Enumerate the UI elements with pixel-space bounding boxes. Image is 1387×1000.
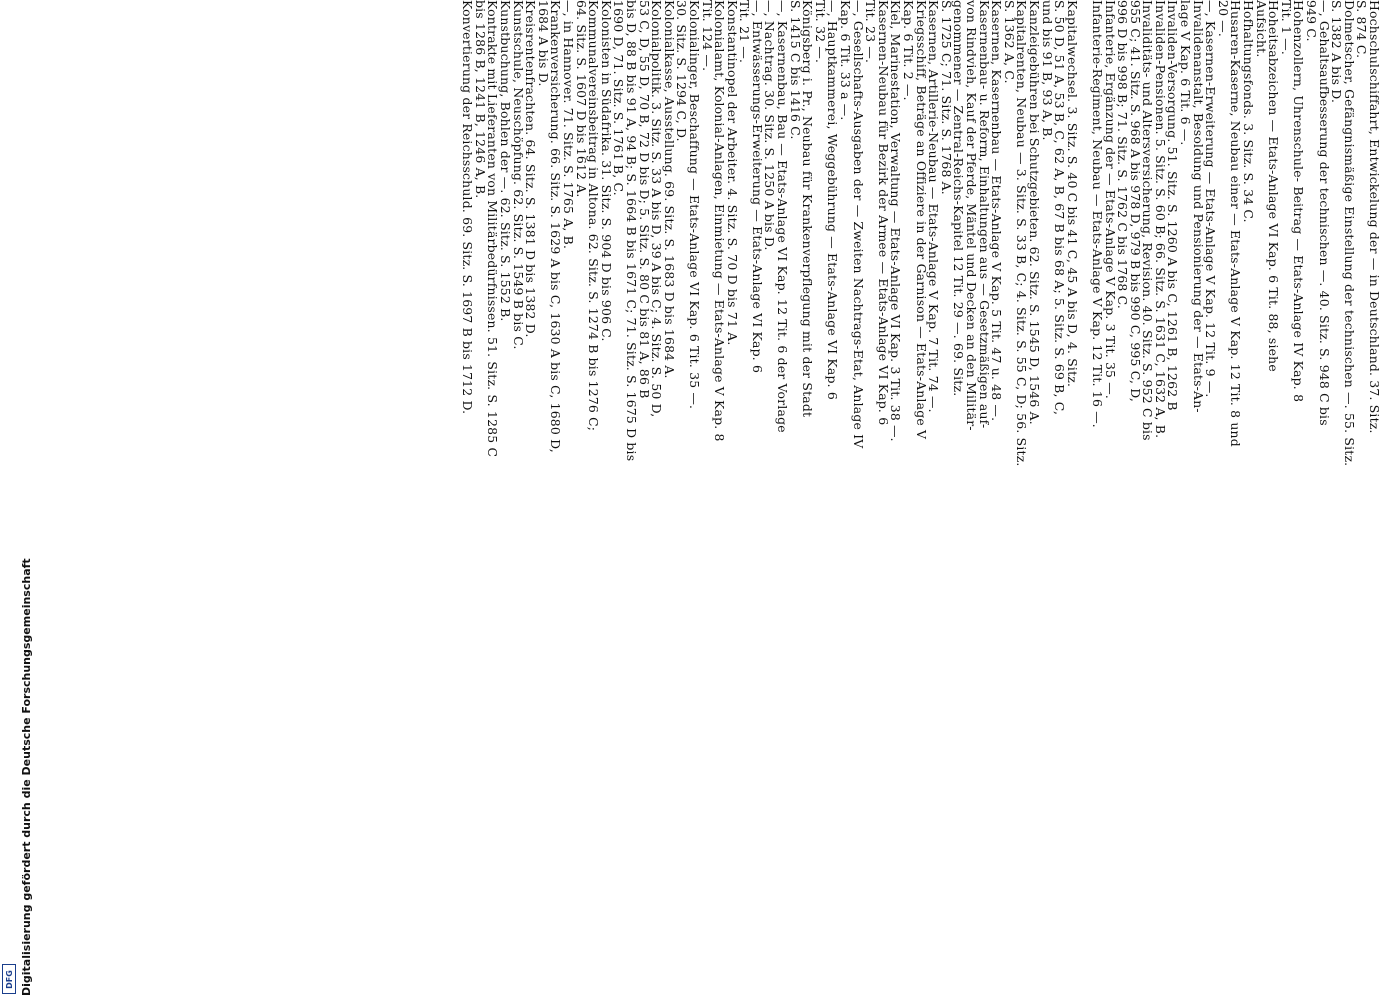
index-entry-line: Kap. 6 Tit. 33 a —. [838, 0, 854, 121]
index-entry-line: S. 1415 C bis 1416 C. [787, 0, 803, 140]
index-entry-line: Kolonialinger, Beschaffung — Etats-Anlage VI Kap. 6 Tit. 35 —. [686, 0, 702, 410]
index-entry-line: Konvertierung der Reichsschuld. 69. Sitz. S. 1697 B bis 1712 D. [460, 0, 476, 415]
index-entry-line: Tit. 23 —. [863, 0, 879, 64]
index-entry-line: —, Hauptkammerei, Weggebührung — Etats-Anlage VI Kap. 6 [825, 0, 841, 400]
index-entry-line: Kontrakte mit Lieferanten von Militärbedürfnissen. 51. Sitz. S. 1285 C [485, 0, 501, 458]
index-entry-line: S. 874 C. [1354, 0, 1370, 59]
index-entry-line: Kolonialpolitik. 3. Sitz. S. 33 A bis D, 39 A bis C; 4. Sitz. S. 50 D, [649, 0, 665, 418]
dfg-logo [2, 964, 16, 994]
index-entry-line: 1690 D, 71. Sitz. S. 1761 B, C. [611, 0, 627, 196]
index-entry-line: Dolmetscher, Gefängnismäßige Einstellung der technischen —. 55. Sitz. [1341, 0, 1357, 467]
index-entry-line: S. 50 D, 51 A, 53 B, C, 62 A, B, 67 B bis 68 A; 5. Sitz. S. 69 B, C, [1052, 0, 1068, 416]
index-column [461, 0, 1380, 467]
index-entry-line: Tit. 124 —. [699, 0, 715, 72]
index-entry-line: Kasernen-Neubau für Bezirk der Armee — Etats-Anlage VI Kap. 6 [875, 0, 891, 426]
index-entry-line: Kunstschule, Neuschöpfung. 62. Sitz. S. 1549 B bis C. [510, 0, 526, 350]
index-entry-line: Kasernen, Artillerie-Neubau — Etats-Anlage V Kap. 7 Tit. 74 —. [926, 0, 942, 413]
index-entry-line: Königsberg i. Pr., Neubau für Krankenverpflegung mit der Stadt [800, 0, 816, 418]
index-entry-line: Invaliden-Versorgung. 51. Sitz. S. 1260 A bis C, 1261 B, 1262 B [1165, 0, 1181, 411]
index-entry-line: 1684 A bis D. [535, 0, 551, 87]
index-entry-line: Kasernen, Kasernenbau — Etats-Anlage V Kap. 5 Tit. 47 u. 48 —. [989, 0, 1005, 422]
footer-text: Digitalisierung gefördert durch die Deutsche Forschungsgemeinschaft [20, 558, 33, 996]
index-entry-line: bis 1286 B, 1241 B, 1246 A, B. [472, 0, 488, 199]
index-entry-line: Aufsicht. [1253, 0, 1269, 58]
index-entry-line: Kap. 6 Tit. 2 —. [901, 0, 917, 101]
index-entry-line: 955 C; 41. Sitz. S. 968 A bis 978 D, 979 B bis 990 C, 995 C, D, [1127, 0, 1143, 403]
index-entry-line: Hoheitsabzeichen — Etats-Anlage VI Kap. 6 Tit. 88, siehe [1266, 0, 1282, 372]
index-entry-line: Kommunalvereinsbeitrag in Altona. 62. Sitz. S. 1274 B bis 1276 C; [586, 0, 602, 432]
index-entry-line: 53 C, D, 55 D, 70 B, 72 D bis D; 5. Sitz. S. 80 C bis 81 A, 86 B [636, 0, 652, 399]
index-entry-line: Kreisrentenfrachten. 64. Sitz. S. 1381 D bis 1382 D. [523, 0, 539, 338]
index-entry-line: lage V Kap. 6 Tit. 6 —. [1178, 0, 1194, 146]
index-entry-line: —, in Hannover. 71. Sitz. S. 1765 A, B. [561, 0, 576, 250]
index-entry-line: Invaliditäts- und Altersversicherung, Revision. 40. Sitz. S. 952 C bis [1140, 0, 1156, 441]
index-entry-line: Infanterie, Ergänzung der — Etats-Anlage V Kap. 3 Tit. 35 —. [1102, 0, 1118, 400]
index-entry-line: —, Nachtrag. 30. Sitz. S. 1250 A bis D. [762, 0, 778, 251]
index-entry-line: Kolonialkasse, Ausstellung. 69. Sitz. S. 1683 D bis 1684 A. [661, 0, 677, 379]
index-entry-line: Hohenzollern, Uhrenschule- Beitrag — Etats-Anlage IV Kap. 8 [1291, 0, 1307, 403]
index-entry-line: —, Kasernen-Erweiterung — Etats-Anlage V Kap. 12 Tit. 9 —. [1203, 0, 1219, 398]
index-entry-line: Infanterie-Regiment, Neubau — Etats-Anlage V Kap. 12 Tit. 16 —. [1089, 0, 1105, 428]
index-entry-line: S. 1362 A, C. [1001, 0, 1017, 84]
index-entry-line: Kunstbuchung, Bohlen der —. 62. Sitz. S. 1552 B. [498, 0, 514, 322]
logo-text: DFG [4, 969, 14, 989]
index-entry-line: 64. Sitz. S. 1607 D bis 1612 A. [573, 0, 589, 198]
index-entry-line: Tit. 21 —. [737, 0, 753, 64]
index-entry-line: Kolonialamt, Kolonial-Anlagen, Einmietung — Etats-Anlage V Kap. 8 [712, 0, 728, 442]
index-entry-line: 20 —. [1215, 0, 1231, 38]
index-entry-line: Hochschulschiffahrt, Entwickelung der — in Deutschland. 37. Sitz. [1367, 0, 1382, 434]
index-entry-line: Konstantinopel der Arbeiter. 4. Sitz. S. 70 D bis 71 A. [724, 0, 740, 346]
index-entry-line: —, Gesellschafts-Ausgaben der — Zweiten Nachtrags-Etat, Anlage IV [850, 0, 866, 449]
index-entry-line: Kolonisten in Südafrika. 31. Sitz. S. 904 D bis 906 C. [598, 0, 614, 342]
index-entry-line: Invalidenanstalt, Besoldung und Pensionierung der — Etats-An- [1190, 0, 1206, 413]
index-entry-line: Krankenversicherung. 66. Sitz. S. 1629 A bis C, 1630 A bis C, 1680 D, [548, 0, 564, 453]
index-entry-line: Hofhaltungsfonds. 3. Sitz. S. 34 C. [1241, 0, 1257, 223]
index-entry-line: und bis 91 B, 93 A, B. [1039, 0, 1055, 141]
index-entry-line: genommener — Zentral-Reichs-Kapitel 12 Tit. 29 —. 69. Sitz. [951, 0, 967, 397]
index-entry-line: Tit. 32 —. [812, 0, 828, 64]
index-entry-line: von Rindvieh, Kauf der Pferde, Mäntel und Decken an den Militär- [964, 0, 979, 431]
index-entry-line: bis D, 88 B bis 91 A, 94 B; S. 1664 B bis 1671 C; 71. Sitz. S. 1675 D bis [623, 0, 639, 462]
index-entry-line: Kiel, Marinestation, Verwaltung — Etats-Anlage VI Kap. 3 Tit. 38 —. [888, 0, 904, 442]
index-entry-line: S. 1725 C; 71. Sitz. S. 1768 A. [938, 0, 954, 195]
index-entry-line: Kapitalwechsel. 3. Sitz. S. 40 C bis 41 C, 45 A bis D, 4. Sitz. [1064, 0, 1080, 388]
index-entry-line: 949 C. [1304, 0, 1320, 42]
digitization-footer [4, 558, 33, 1000]
index-entry-line: Kapitalrenten, Neubau — 3. Sitz. S. 33 B, C; 4. Sitz. S. 55 C, D; 56. Sitz. [1014, 0, 1030, 467]
index-entry-line: 996 D bis 998 B; 71. Sitz. S. 1762 C bis 1768 C. [1115, 0, 1131, 309]
index-entry-line: S. 1382 A bis D. [1329, 0, 1345, 104]
index-entry-line: Kanzleigebühren bei Schutzgebieten. 62. Sitz. S. 1545 D, 1546 A. [1026, 0, 1042, 425]
index-entry-line: 30. Sitz. S. 1294 C, D. [674, 0, 690, 142]
index-entry-line: —, Kasernenbau, Bau — Etats-Anlage VI Kap. 12 Tit. 6 der Vorlage [775, 0, 791, 433]
index-entry-line: —, Gehaltsaufbesserung der technischen —. 40. Sitz. S. 948 C bis [1316, 0, 1332, 426]
index-entry-line: —, Entwässerungs-Erweiterung — Etats-Anlage VI Kap. 6 [749, 0, 765, 374]
index-entry-line: Kasernenbau- u. Reform, Einhaltungen aus — Gesetzmäßigen auf- [976, 0, 992, 429]
index-entry-line: Invaliden-Pensionen. 5. Sitz. S. 60 B; 66. Sitz. S. 1631 C, 1632 A, B. [1152, 0, 1168, 439]
index-entry-line: Kriegsschiff, Beträge an Offiziere in der Garnison — Etats-Anlage V [913, 0, 929, 440]
index-entry-line: Tit. 1 —. [1278, 0, 1294, 56]
index-entry-line: Husaren-Kaserne, Neubau einer — Etats-Anlage V Kap. 12 Tit. 8 und [1228, 0, 1244, 447]
